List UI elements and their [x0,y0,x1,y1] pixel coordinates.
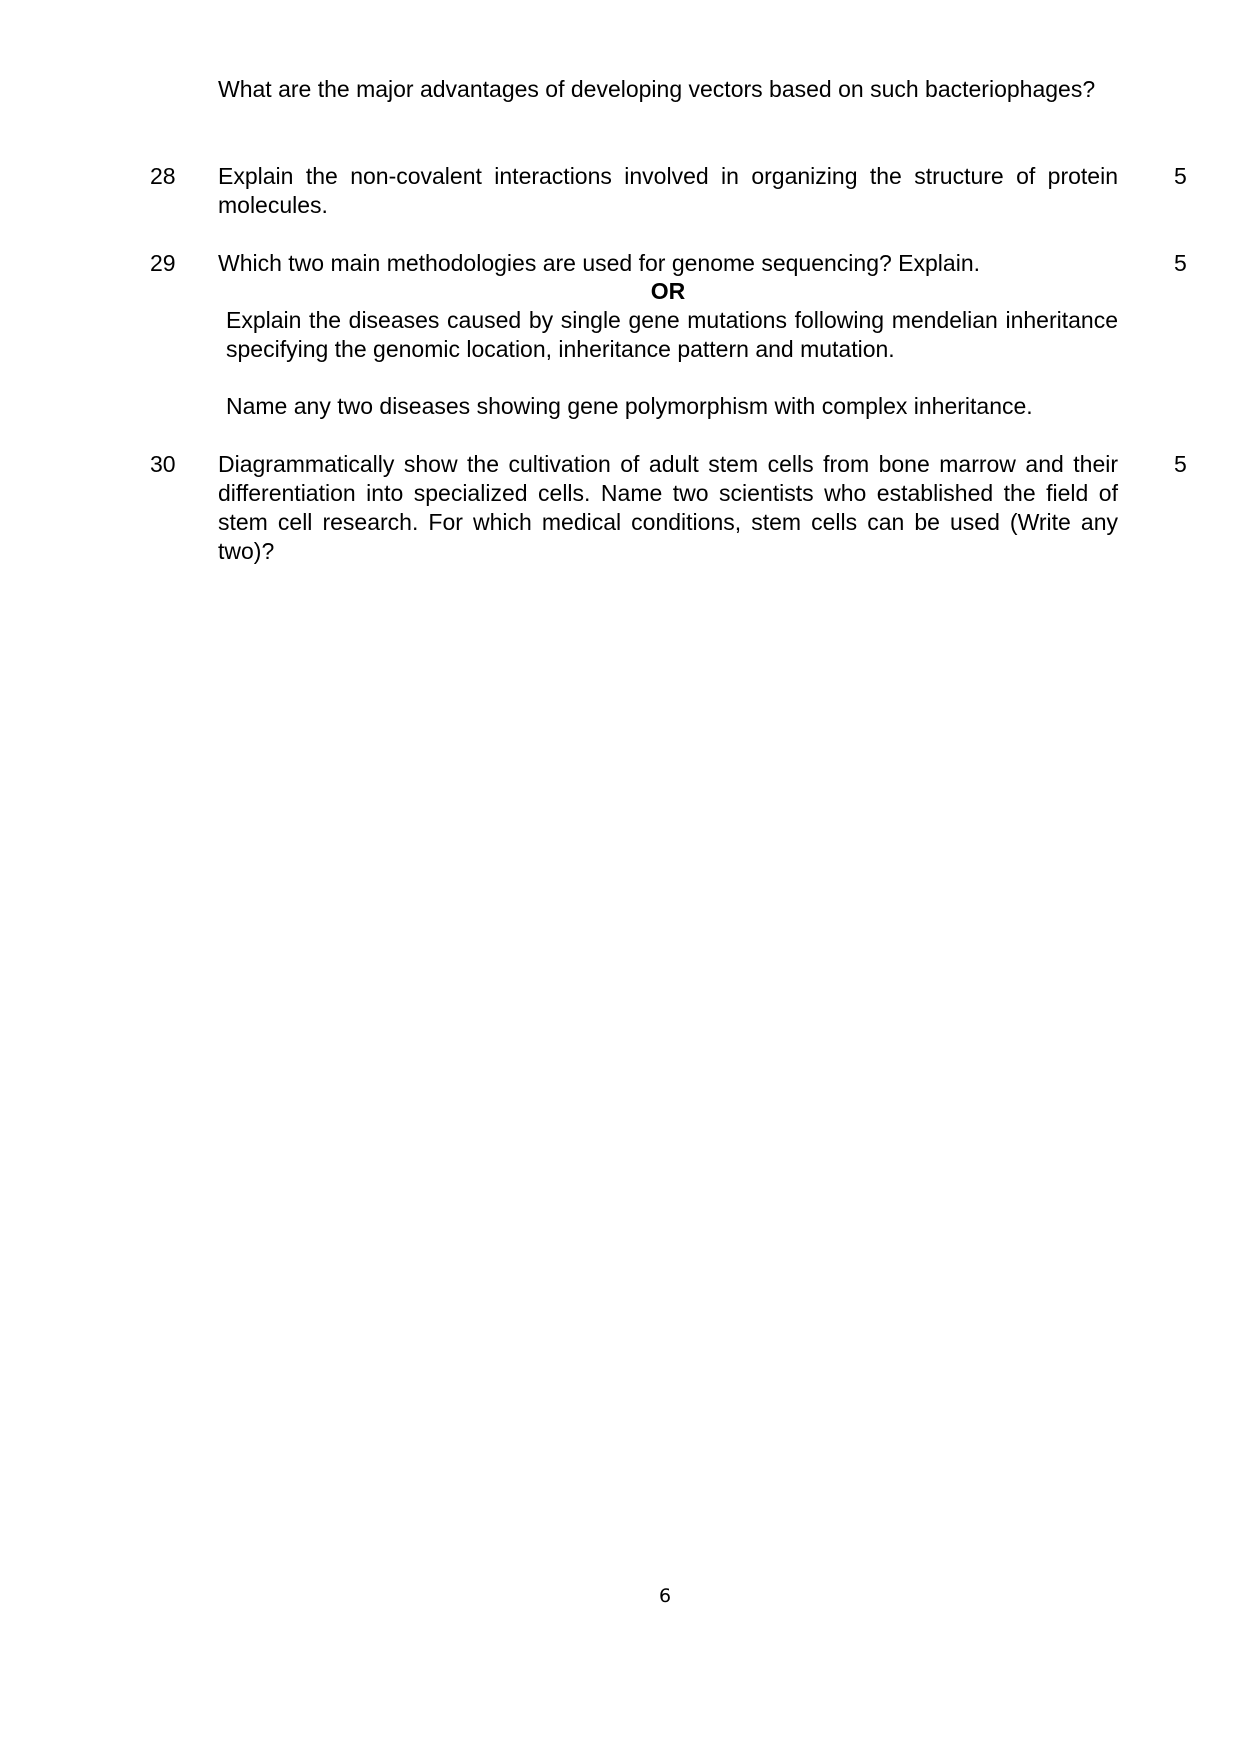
page-number: 6 [658,1585,672,1607]
question-30-number: 30 [150,451,176,477]
question-30-marks: 5 [1174,451,1187,477]
question-29-alternative-text: Explain the diseases caused by single gene mutations following mendelian inheritance specifying the genomic location, inheritance pattern and mutation. [226,307,1118,362]
question-29-or-label: OR [650,278,686,304]
question-29-marks: 5 [1174,250,1187,276]
question-29-alternative-subpart: Name any two diseases showing gene polymorphism with complex inheritance. [226,393,1033,419]
question-29-text: Which two main methodologies are used for genome sequencing? Explain. [218,250,980,276]
question-30-text: Diagrammatically show the cultivation of adult stem cells from bone marrow and their differentiation into specialized cells. Name two scientists who established the field of stem cell research. For which medical conditions, stem cells can be used (Write any two)? [218,451,1118,564]
question-27-continuation: What are the major advantages of developing vectors based on such bacteriophages? [218,76,1096,102]
question-28-marks: 5 [1174,163,1187,189]
question-28-text: Explain the non-covalent interactions involved in organizing the structure of protein molecules. [218,163,1118,218]
question-29-number: 29 [150,250,176,276]
question-28-number: 28 [150,163,176,189]
